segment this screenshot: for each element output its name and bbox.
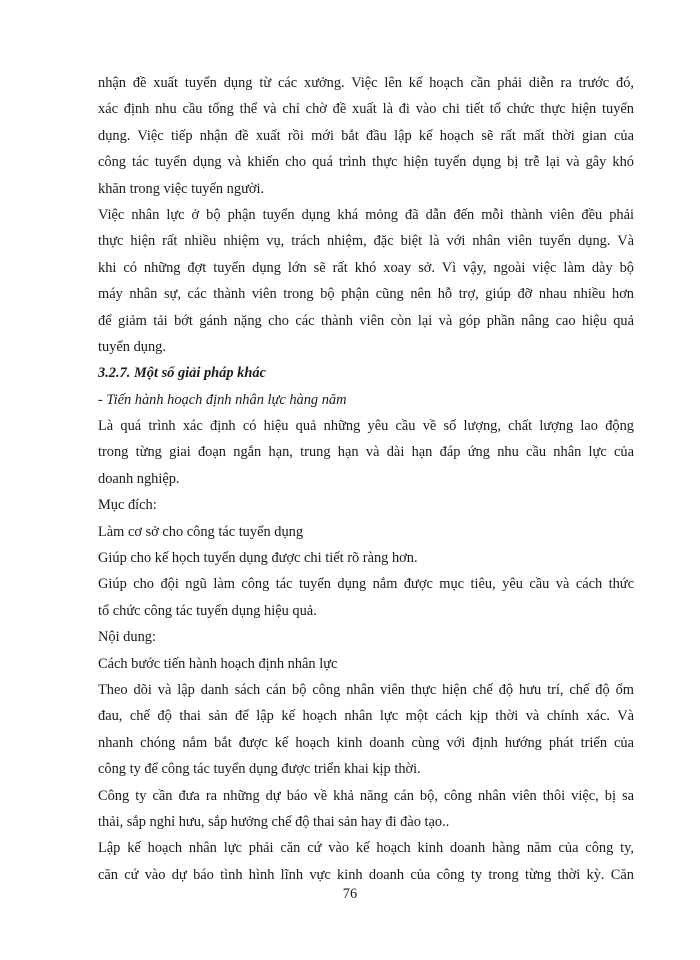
- text-line: nhanh chóng nắm bắt được kế hoạch kinh doanh cùng với định hướng phát triển của: [98, 734, 634, 751]
- text-line: Lập kế hoạch nhân lực phải căn cứ vào kế hoạch kinh doanh hàng năm của công ty,: [98, 840, 634, 857]
- text-line: máy nhân sự, các thành viên trong bộ phận cũng nên hỗ trợ, giúp đỡ nhau nhiều hơn: [98, 286, 634, 303]
- text-line: công ty để công tác tuyển dụng được triển khai kịp thời.: [98, 761, 421, 778]
- text-line: đau, chế độ thai sản để lập kế hoạch nhân lực một cách kịp thời và chính xác. Và: [98, 708, 634, 725]
- text-line: khi có những đợt tuyển dụng lớn sẽ rất khó xoay sở. Vì vậy, ngoài việc làm dày bộ: [98, 259, 634, 276]
- text-line: tổ chức công tác tuyển dụng hiệu quả.: [98, 602, 317, 619]
- text-line: thực hiện rất nhiều nhiệm vụ, trách nhiệm, đặc biệt là với nhân viên tuyển dụng. Và: [98, 233, 634, 250]
- text-line: trong từng giai đoạn ngắn hạn, trung hạn và dài hạn đáp ứng nhu cầu nhân lực của: [98, 444, 634, 461]
- text-line: Mục đích:: [98, 497, 157, 514]
- text-line: Giúp cho đội ngũ làm công tác tuyển dụng nắm được mục tiêu, yêu cầu và cách thức: [98, 576, 634, 593]
- text-line: nhận đề xuất tuyển dụng từ các xưởng. Việc lên kế hoạch cần phải diễn ra trước đó,: [98, 75, 634, 91]
- text-line: dụng. Việc tiếp nhận đề xuất rồi mới bắt đầu lập kế hoạch sẽ rất mất thời gian của: [98, 127, 634, 144]
- text-line: Giúp cho kế họch tuyển dụng được chi tiết rõ ràng hơn.: [98, 550, 418, 567]
- subsection-heading: - Tiến hành hoạch định nhân lực hàng năm: [98, 391, 347, 408]
- text-line: Theo dõi và lập danh sách cán bộ công nhân viên thực hiện chế độ hưu trí, chế độ ốm: [98, 681, 634, 698]
- document-body: [98, 70, 634, 888]
- page-number: 76: [342, 886, 358, 902]
- text-line: Nội dung:: [98, 629, 156, 646]
- text-line: tuyển dụng.: [98, 338, 166, 355]
- text-line: doanh nghiệp.: [98, 470, 180, 487]
- text-line: để giảm tải bớt gánh nặng cho các thành viên còn lại và góp phần nâng cao hiệu quả: [98, 312, 634, 329]
- section-heading: 3.2.7. Một số giải pháp khác: [98, 365, 266, 382]
- text-line: công tác tuyển dụng và khiến cho quá trình thực hiện tuyển dụng bị trễ lại và gây khó: [98, 154, 634, 171]
- text-line: xác định nhu cầu tổng thể và chỉ chờ đề xuất là đi vào chi tiết tổ chức thực hiện tuyển: [98, 101, 634, 118]
- text-line: khăn trong việc tuyển người.: [98, 180, 265, 197]
- text-line: Cách bước tiến hành hoạch định nhân lực: [98, 655, 338, 672]
- text-line: căn cứ vào dự báo tình hình lĩnh vực kinh doanh của công ty trong từng thời kỳ. Căn: [98, 866, 634, 883]
- text-line: Làm cơ sở cho công tác tuyển dụng: [98, 523, 304, 540]
- text-line: Công ty cần đưa ra những dự báo về khả năng cán bộ, công nhân viên thôi việc, bị sa: [98, 787, 634, 804]
- text-line: Là quá trình xác định có hiệu quả những yêu cầu về số lượng, chất lượng lao động: [98, 418, 634, 435]
- text-line: Việc nhân lực ở bộ phận tuyển dụng khá mỏng đã dẫn đến mỗi thành viên đều phải: [98, 206, 634, 223]
- text-line: thải, sắp nghỉ hưu, sắp hưởng chế độ thai sản hay đi đào tạo..: [98, 813, 450, 830]
